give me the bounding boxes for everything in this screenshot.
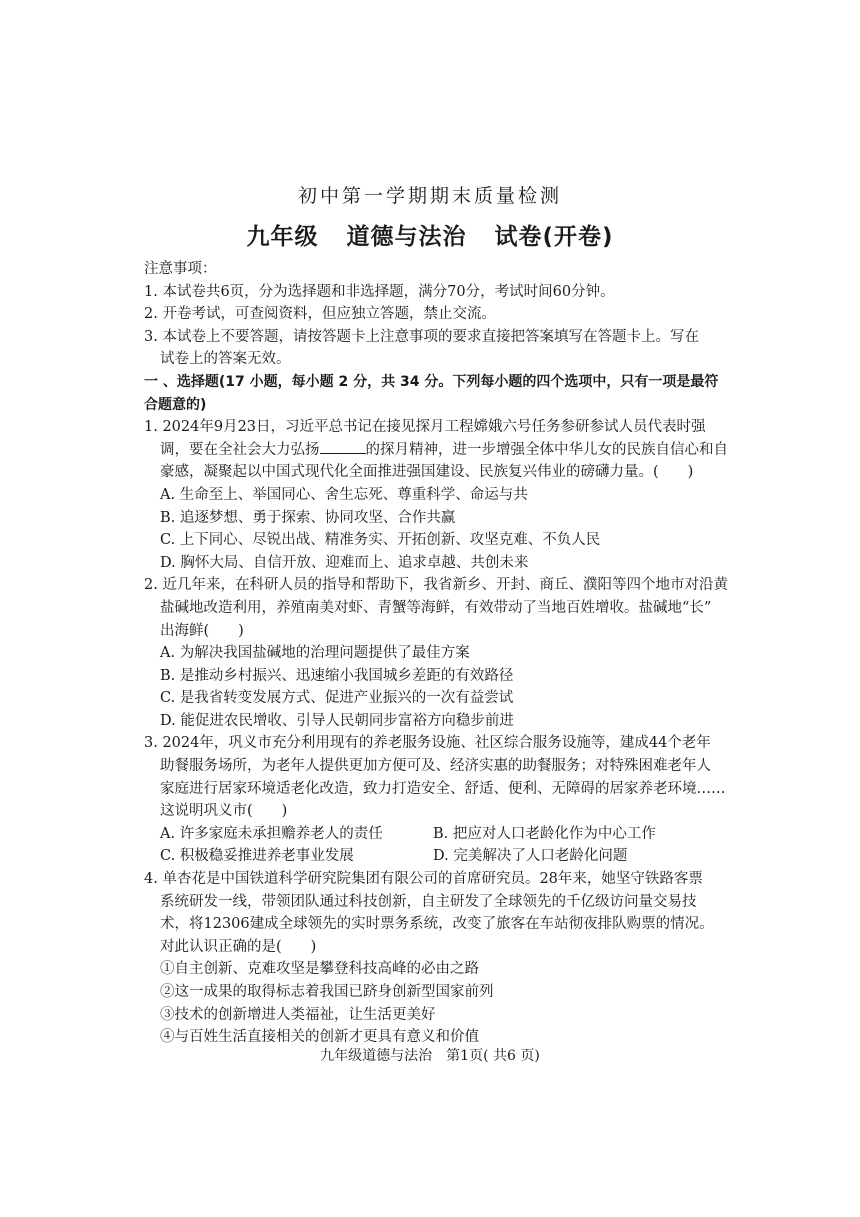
question-4-text: 对此认识正确的是( ) (160, 938, 317, 955)
exam-title-grade: 九年级 (246, 224, 319, 250)
exam-title-subject: 道德与法治 (346, 224, 467, 250)
question-3-option-a: A. 许多家庭未承担赡养老人的责任 (160, 825, 383, 842)
question-3-options-row (144, 845, 722, 868)
question-1-text-part: 调，要在全社会大力弘扬 (160, 441, 320, 458)
question-2-text: 2. 近几年来，在科研人员的指导和帮助下，我省新乡、开封、商丘、濮阳等四个地市对沿黄 (144, 577, 728, 594)
fill-blank (320, 439, 366, 454)
question-4-statement: ④与百姓生活直接相关的创新才更具有意义和价值 (160, 1029, 479, 1046)
exam-title (0, 218, 860, 251)
question-4-text: 系统研发一线，带领团队通过科技创新，自主研发了全球领先的千亿级访问量交易技 (160, 893, 697, 910)
question-2-text: 盐碱地改造利用，养殖南美对虾、青蟹等海鲜，有效带动了当地百姓增收。盐碱地“长” (160, 599, 712, 616)
question-1-option-d: D. 胸怀大局、自信开放、迎难而上、追求卓越、共创未来 (160, 554, 529, 571)
question-2-option-c: C. 是我省转变发展方式、促进产业振兴的一次有益尝试 (160, 690, 514, 707)
note-item: 试卷上的答案无效。 (160, 351, 291, 368)
section-heading-cont: 合题意的) (144, 396, 207, 413)
question-2-option-b: B. 是推动乡村振兴、迅速缩小我国城乡差距的有效路径 (160, 667, 514, 684)
question-2-option-d: D. 能促进农民增收、引导人民朝同步富裕方向稳步前进 (160, 712, 514, 729)
section-heading: 一 、选择题(17 小题，每小题 2 分，共 34 分。下列每小题的四个选项中，只有一项是最符 (144, 373, 719, 390)
question-1-option-a: A. 生命至上、举国同心、舍生忘死、尊重科学、命运与共 (160, 486, 528, 503)
question-1-option-c: C. 上下同心、尽锐出战、精准务实、开拓创新、攻坚克难、不负人民 (160, 532, 601, 549)
exam-title-type: 试卷(开卷) (494, 224, 614, 250)
note-item: 2. 开卷考试，可查阅资料，但应独立答题，禁止交流。 (144, 306, 496, 323)
question-3-option-c: C. 积极稳妥推进养老事业发展 (160, 848, 354, 865)
question-3-option-b: B. 把应对人口老龄化作为中心工作 (433, 825, 656, 842)
question-3-text: 3. 2024年，巩义市充分利用现有的养老服务设施、社区综合服务设施等，建成44个老年 (144, 735, 711, 752)
question-1-option-b: B. 追逐梦想、勇于探索、协同攻坚、合作共赢 (160, 509, 456, 526)
question-3-text: 助餐服务场所，为老年人提供更加方便可及、经济实惠的助餐服务；对特殊困难老年人 (160, 758, 711, 775)
question-2-text: 出海鲜( ) (160, 622, 244, 639)
exam-subtitle: 初中第一学期期末质量检测 (297, 185, 562, 207)
question-4-statement: ②这一成果的取得标志着我国已跻身创新型国家前列 (160, 984, 494, 1000)
question-2-option-a: A. 为解决我国盐碱地的治理问题提供了最佳方案 (160, 645, 470, 662)
page-footer: 九年级道德与法治 第1页( 共6 页) (320, 1048, 540, 1064)
question-4-statement: ③技术的创新增进人类福祉，让生活更美好 (160, 1006, 436, 1023)
question-1-text: 豪感，凝聚起以中国式现代化全面推进强国建设、民族复兴伟业的磅礴力量。( ) (160, 464, 694, 481)
question-1-text-part: 的探月精神，进一步增强全体中华儿女的民族自信心和自 (365, 441, 728, 458)
question-1-text (144, 439, 728, 462)
question-4-text: 4. 单杏花是中国铁道科学研究院集团有限公司的首席研究员。28年来，她坚守铁路客票 (144, 871, 703, 888)
question-4-statement: ①自主创新、克难攻坚是攀登科技高峰的必由之路 (160, 961, 479, 978)
note-item: 3. 本试卷上不要答题，请按答题卡上注意事项的要求直接把答案填写在答题卡上。写在 (144, 328, 699, 345)
question-4-text: 术，将12306建成全球领先的实时票务系统，改变了旅客在车站彻夜排队购票的情况。 (160, 916, 714, 933)
question-3-option-d: D. 完美解决了人口老龄化问题 (433, 848, 628, 865)
question-3-text: 家庭进行居家环境适老化改造，致力打造安全、舒适、便利、无障碍的居家养老环境…… (160, 780, 726, 797)
question-1-text: 1. 2024年9月23日，习近平总书记在接见探月工程嫦娥六号任务参研参试人员代表时强 (144, 419, 706, 436)
question-3-options-row (144, 823, 722, 846)
question-3-text: 这说明巩义市( ) (160, 803, 288, 820)
exam-body (144, 258, 728, 1049)
note-item: 1. 本试卷共6页，分为选择题和非选择题，满分70分，考试时间60分钟。 (144, 283, 615, 300)
notes-heading: 注意事项： (144, 261, 217, 277)
